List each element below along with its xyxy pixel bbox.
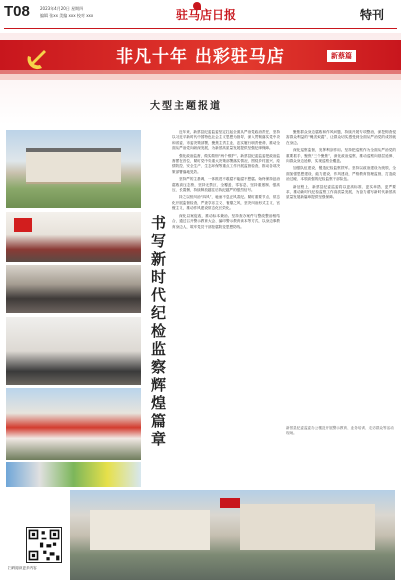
newspaper-logo: 驻马店日报 — [176, 8, 237, 22]
section-label: 特刊 — [360, 8, 385, 22]
article-column-1 — [172, 130, 280, 488]
article-headline: 书写新时代纪检监察辉煌篇章 — [149, 215, 167, 449]
article-column-2 — [286, 130, 396, 420]
banner-title: 非凡十年 出彩驻马店 — [116, 47, 285, 67]
paragraph: 加强队伍建设，锻造纪检监察铁军。坚持以政治建设为统领，全面加强思想建设、能力建设、作风建设，严格教育管理监督，打造政治过硬、本领高强的纪检监察干部队伍。 — [286, 166, 396, 182]
photo-campus-aerial — [70, 490, 395, 580]
qr-code-icon[interactable] — [26, 527, 62, 563]
photo-office-building — [6, 130, 141, 208]
paragraph: 聚焦群众身边腐败和作风问题，持续开展专项整治，深挖彻查侵害群众利益的“蝇贪蚁腐”，让群众切实感受到全面从严治党的成效就在身边。 — [286, 130, 396, 145]
page-number: T08 — [4, 3, 30, 20]
photo-activity-strip — [6, 462, 141, 487]
paragraph: 坚持严的主基调，一体推进不敢腐不能腐不想腐。始终保持惩治腐败高压态势，坚持无禁区、全覆盖、零容忍，坚持重遏制、强高压、长震慑，持续释放越往后执纪越严的强烈信号。 — [172, 177, 280, 193]
paragraph: 持之以恒纠治“四风”，驰而不息正风肃纪。紧盯重要节点，常态化开展监督检查，严查享乐主义、奢靡之风，坚决纠治形式主义、官僚主义，推动作风建设常态化长效化。 — [172, 195, 280, 211]
paragraph: 深化以案促改，推动标本兼治。坚持查办案件与整改整治相结合，通过召开警示教育大会、编印警示教育读本等方式，以身边事教育身边人，筑牢党员干部拒腐防变思想防线。 — [172, 213, 280, 229]
page-header — [0, 0, 401, 32]
dateline: 2023年4月20日 星期四 — [40, 6, 84, 11]
photo-meeting-room — [6, 212, 141, 262]
paragraph: 深化巡察监督，发挥利剑作用。坚持把巡察作为全面从严治党的重要抓手，聚焦“三个聚焦”，深化政治巡察，推动巡察向基层延伸、向群众身边延伸，实现巡察全覆盖。 — [286, 148, 396, 164]
header-rule — [4, 28, 397, 29]
series-label: 大型主题报道 — [150, 101, 222, 112]
photo-training-session — [6, 265, 141, 313]
paragraph: 强化政治监督，做实做细“两个维护”。新蔡县纪委监委把政治监督摆在首位，紧盯党中央重大决策部署落实情况，围绕乡村振兴、疫情防控、安全生产、生态环保等重点工作开展监督检查，推动各项决策部署落地见效。 — [172, 153, 280, 174]
qr-label: 扫码阅读更多内容 — [8, 566, 37, 570]
photo-exhibition-visit — [6, 317, 141, 385]
photo-community-event — [6, 388, 141, 460]
photo-caption: 新蔡县纪委监委办公楼及开展警示教育、业务培训、走访群众等活动现场。 — [286, 426, 394, 435]
flag-wave — [0, 70, 401, 80]
party-emblem-icon — [24, 44, 50, 70]
paragraph: 近年来，新蔡县纪委监委坚定扛起全面从严治党政治责任，坚持以习近平新时代中国特色社会主义思想为指导，深入贯彻落实党中央和省委、市委决策部署，聚焦主责主业，忠实履行职责使命，推动全面从严治党向纵深发展，为新蔡高质量发展提供坚强纪律保障。 — [172, 130, 280, 151]
staff-line: 编辑 张xx 美编 xxx 校对 xxx — [40, 13, 94, 18]
paragraph: 新征程上，新蔡县纪委监委将以更高标准、更实举措、更严要求，推动新时代纪检监察工作高质量发展，为奋力谱写新时代新蔡高质量发展新篇章提供坚强保障。 — [286, 184, 396, 200]
banner — [0, 33, 401, 125]
banner-tag: 新蔡篇 — [327, 50, 356, 62]
